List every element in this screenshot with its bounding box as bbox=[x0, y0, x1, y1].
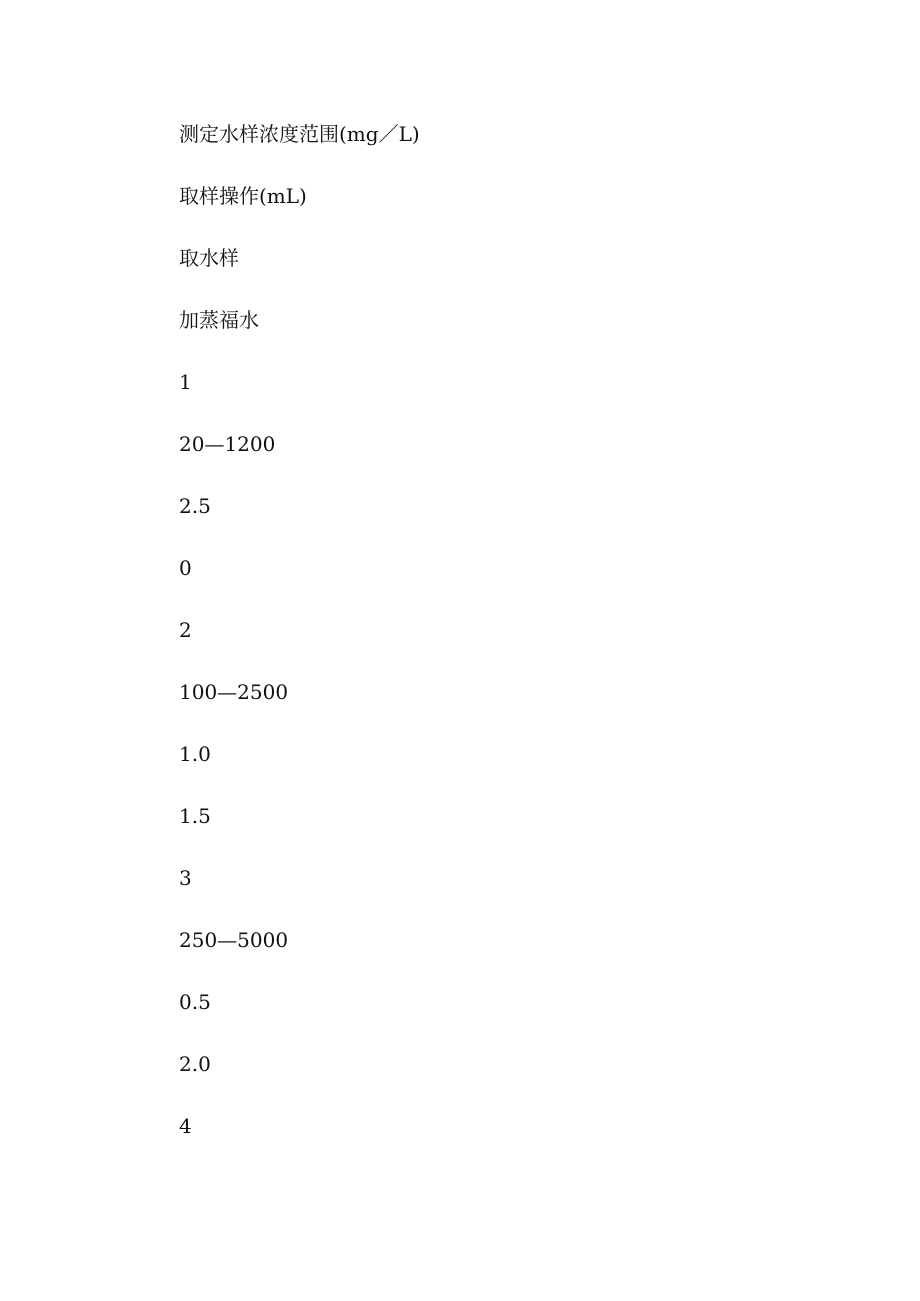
row-2-index: 2 bbox=[179, 618, 192, 642]
row-3-water-volume: 2.0 bbox=[179, 1052, 211, 1076]
row-2-sample-volume: 1.0 bbox=[179, 742, 211, 766]
row-1-range: 20—1200 bbox=[179, 432, 276, 456]
row-3-range: 250—5000 bbox=[179, 928, 289, 952]
row-4-index: 4 bbox=[179, 1114, 192, 1138]
row-1-index: 1 bbox=[179, 370, 192, 394]
table-header-distilled-water: 加蒸福水 bbox=[179, 308, 259, 332]
row-2-water-volume: 1.5 bbox=[179, 804, 211, 828]
row-1-sample-volume: 2.5 bbox=[179, 494, 211, 518]
row-2-range: 100—2500 bbox=[179, 680, 289, 704]
row-1-water-volume: 0 bbox=[179, 556, 192, 580]
row-3-index: 3 bbox=[179, 866, 192, 890]
table-header-sample-volume: 取水样 bbox=[179, 246, 239, 270]
table-header-concentration-range: 测定水样浓度范围(mg／L) bbox=[179, 122, 420, 146]
row-3-sample-volume: 0.5 bbox=[179, 990, 211, 1014]
table-header-sampling-operation: 取样操作(mL) bbox=[179, 184, 307, 208]
